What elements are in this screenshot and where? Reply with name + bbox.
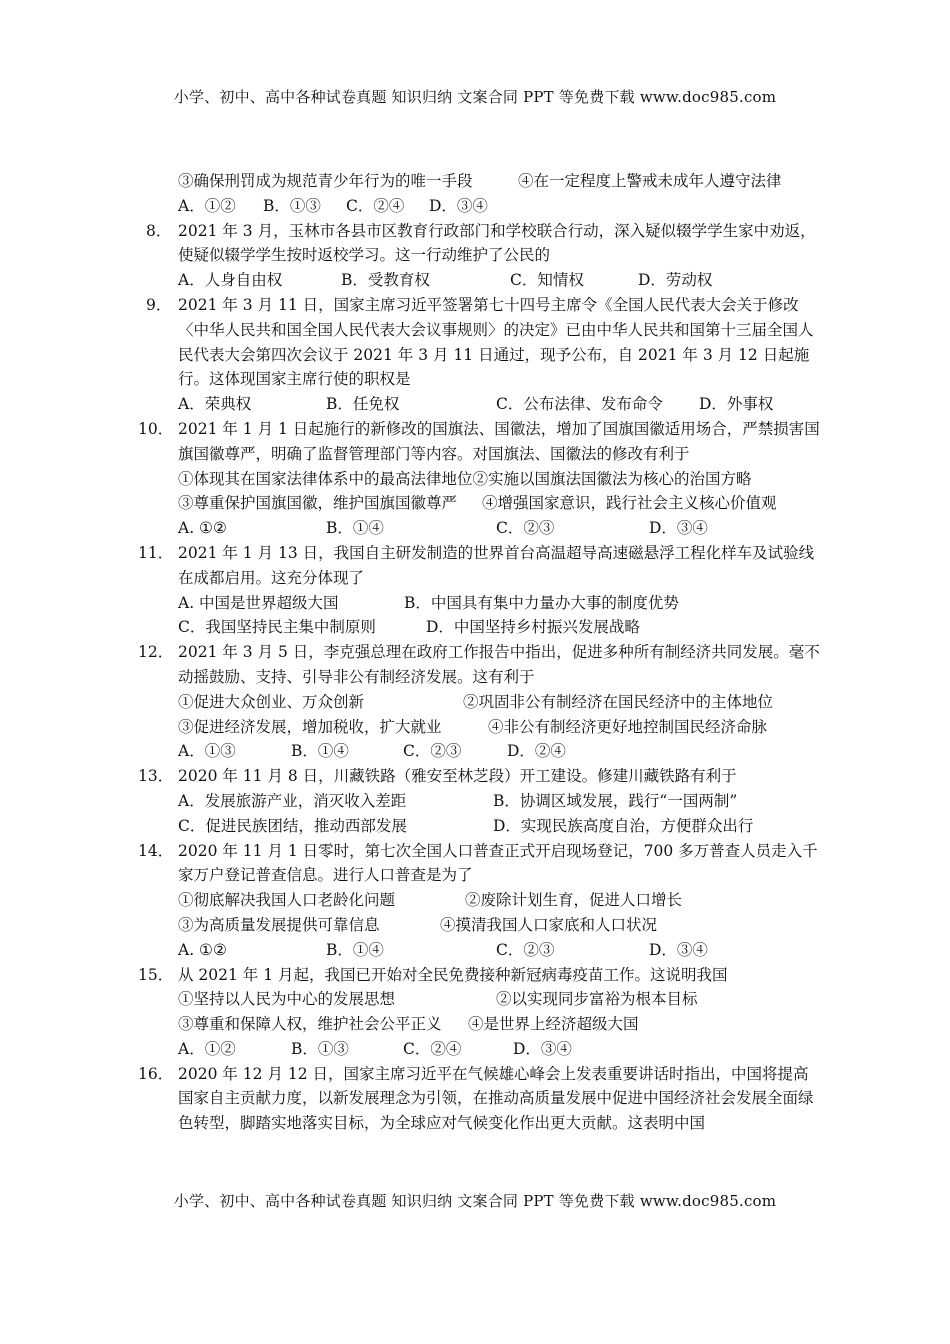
q15-statement-3: ③尊重和保障人权，维护社会公平正义 [178, 1015, 442, 1034]
q14-statement-3: ③为高质量发展提供可靠信息 [178, 915, 380, 934]
q13-options-c-d [0, 814, 950, 839]
q7-option-a: A．①② [178, 196, 236, 215]
q11-number: 11． [138, 543, 174, 562]
q15-statement-2: ②以实现同步富裕为根本目标 [496, 990, 698, 1009]
page-header: 小学、初中、高中各种试卷真题 知识归纳 文案合同 PPT 等免费下载 www.doc985.com [173, 88, 777, 106]
q11-option-d: D．中国坚持乡村振兴发展战略 [426, 618, 640, 637]
q13-option-b: B．协调区域发展，践行“一国两制” [493, 791, 738, 810]
q13-number: 13． [138, 767, 174, 786]
q14-option-c: C．②③ [496, 940, 555, 959]
q7-statement-3: ③确保刑罚成为规范青少年行为的唯一手段 [178, 172, 473, 190]
q14-statements-3-4 [0, 913, 950, 938]
q15-option-a: A．①② [178, 1039, 236, 1058]
q12-statement-4: ④非公有制经济更好地控制国民经济命脉 [488, 717, 768, 736]
q11-stem: 2021 年 1 月 13 日，我国自主研发制造的世界首台高温超导高速磁悬浮工程化样车及试验线在成都启用。这充分体现了 [178, 543, 815, 587]
q7-statement-4: ④在一定程度上警戒未成年人遵守法律 [518, 172, 782, 190]
q8-stem: 2021 年 3 月，玉林市各县市区教育行政部门和学校联合行动，深入疑似辍学学生家中劝返，使疑似辍学学生按时返校学习。这一行动维护了公民的 [178, 221, 816, 265]
q10-options [0, 516, 950, 541]
q8-option-a: A．人身自由权 [178, 271, 283, 290]
question-8 [0, 219, 950, 269]
q12-statements-3-4 [0, 715, 950, 740]
q12-option-a: A．①③ [178, 742, 236, 761]
q15-option-d: D．③④ [513, 1039, 572, 1058]
q10-option-b: B．①④ [326, 519, 384, 538]
question-15 [0, 963, 950, 988]
q10-statement-4: ④增强国家意识，践行社会主义核心价值观 [482, 494, 777, 513]
q12-option-d: D．②④ [507, 742, 566, 761]
q13-option-a: A．发展旅游产业，消灭收入差距 [178, 791, 407, 810]
q15-statement-1: ①坚持以人民为中心的发展思想 [178, 990, 396, 1009]
q12-stem: 2021 年 3 月 5 日，李克强总理在政府工作报告中指出，促进多种所有制经济共同发展。毫不动摇鼓励、支持、引导非公有制经济发展。这有利于 [178, 643, 820, 686]
q15-options [0, 1037, 950, 1062]
q10-statements-1-2-text: ①体现其在国家法律体系中的最高法律地位②实施以国旗法国徽法为核心的治国方略 [178, 469, 752, 488]
q16-number: 16． [138, 1064, 174, 1083]
q7-options [0, 194, 950, 219]
page-footer: 小学、初中、高中各种试卷真题 知识归纳 文案合同 PPT 等免费下载 www.doc985.com [173, 1192, 777, 1210]
q16-stem: 2020 年 12 月 12 日，国家主席习近平在气候雄心峰会上发表重要讲话时指出，中国将提高国家自主贡献力度，以新发展理念为引领，在推动高质量发展中促进中国经济社会发展全面绿色转型，脚踏实地落实目标，为全球应对气候变化作出更大贡献。这表明中国 [178, 1064, 814, 1133]
q9-option-b: B．任免权 [326, 395, 400, 414]
q10-statements-1-2 [0, 467, 950, 492]
q11-options-a-b [0, 591, 950, 616]
q12-options [0, 739, 950, 764]
question-13 [0, 764, 950, 789]
q10-number: 10． [138, 419, 174, 438]
q14-option-d: D．③④ [649, 940, 708, 959]
q12-statement-1: ①促进大众创业、万众创新 [178, 692, 365, 711]
q9-number: 9． [146, 295, 172, 314]
q14-statement-4: ④摸清我国人口家底和人口状况 [440, 915, 658, 934]
q14-statement-2: ②废除计划生育，促进人口增长 [465, 891, 683, 910]
q14-number: 14． [138, 841, 174, 860]
q12-statement-2: ②巩固非公有制经济在国民经济中的主体地位 [463, 692, 774, 711]
q9-option-d: D．外事权 [699, 395, 774, 414]
q14-option-b: B．①④ [326, 940, 384, 959]
q10-stem: 2021 年 1 月 1 日起施行的新修改的国旗法、国徽法，增加了国旗国徽适用场合，严禁损害国旗国徽尊严，明确了监督管理部门等内容。对国旗法、国徽法的修改有利于 [178, 419, 820, 463]
q7-option-c: C．②④ [346, 196, 405, 215]
q8-option-c: C．知情权 [510, 271, 584, 290]
question-9 [0, 293, 950, 392]
q15-number: 15． [138, 965, 174, 984]
question-14 [0, 839, 950, 889]
q9-option-a: A．荣典权 [178, 395, 252, 414]
q7-statements-3-4 [0, 169, 950, 194]
q15-option-c: C．②④ [403, 1039, 462, 1058]
question-10 [0, 417, 950, 467]
q7-option-b: B．①③ [263, 196, 321, 215]
q13-option-d: D．实现民族高度自治，方便群众出行 [493, 816, 754, 835]
q8-number: 8． [146, 221, 172, 240]
q14-statements-1-2 [0, 888, 950, 913]
q15-statements-3-4 [0, 1012, 950, 1037]
q12-statement-3: ③促进经济发展，增加税收，扩大就业 [178, 717, 442, 736]
q8-option-b: B．受教育权 [341, 271, 430, 290]
q13-option-c: C．促进民族团结，推动西部发展 [178, 816, 407, 835]
q10-option-c: C．②③ [496, 519, 555, 538]
q14-statement-1: ①彻底解决我国人口老龄化问题 [178, 891, 396, 910]
q10-option-a: A. ①② [178, 519, 227, 538]
q11-option-a: A. 中国是世界超级大国 [178, 593, 339, 612]
q10-statement-3: ③尊重保护国旗国徽，维护国旗国徽尊严 [178, 494, 458, 513]
q12-option-b: B．①④ [291, 742, 349, 761]
q8-option-d: D．劳动权 [638, 271, 713, 290]
q15-stem: 从 2021 年 1 月起，我国已开始对全民免费接种新冠病毒疫苗工作。这说明我国 [178, 965, 728, 984]
q13-stem: 2020 年 11 月 8 日，川藏铁路（雅安至林芝段）开工建设。修建川藏铁路有利于 [178, 767, 737, 786]
q14-stem: 2020 年 11 月 1 日零时，第七次全国人口普查正式开启现场登记，700 多万普查人员走入千家万户登记普查信息。进行人口普查是为了 [178, 841, 818, 885]
q9-stem: 2021 年 3 月 11 日，国家主席习近平签署第七十四号主席令《全国人民代表大会关于修改〈中华人民共和国全国人民代表大会议事规则〉的决定》已由中华人民共和国第十三届全国人民代表大会第四次会议于 2021 年 3 月 11 日通过，现予公布，自 2021 年 3 月 12 日起施行。这体现国家主席行使的职权是 [178, 295, 814, 389]
q11-option-b: B．中国具有集中力量办大事的制度优势 [404, 593, 679, 612]
q11-option-c: C．我国坚持民主集中制原则 [178, 618, 376, 637]
q13-options-a-b [0, 789, 950, 814]
question-11 [0, 541, 950, 591]
q11-options-c-d [0, 615, 950, 640]
q15-option-b: B．①③ [291, 1039, 349, 1058]
q9-option-c: C．公布法律、发布命令 [496, 395, 663, 414]
q7-option-d: D．③④ [429, 196, 488, 215]
q10-option-d: D．③④ [649, 519, 708, 538]
q12-option-c: C．②③ [403, 742, 462, 761]
q14-options [0, 938, 950, 963]
question-12 [0, 640, 950, 690]
question-16 [0, 1062, 950, 1136]
q15-statement-4: ④是世界上经济超级大国 [468, 1015, 639, 1034]
question-content [0, 169, 950, 1136]
q8-options [0, 268, 950, 293]
q14-option-a: A. ①② [178, 940, 227, 959]
q15-statements-1-2 [0, 987, 950, 1012]
q9-options [0, 392, 950, 417]
q12-statements-1-2 [0, 690, 950, 715]
q10-statements-3-4 [0, 491, 950, 516]
q12-number: 12． [138, 643, 174, 662]
